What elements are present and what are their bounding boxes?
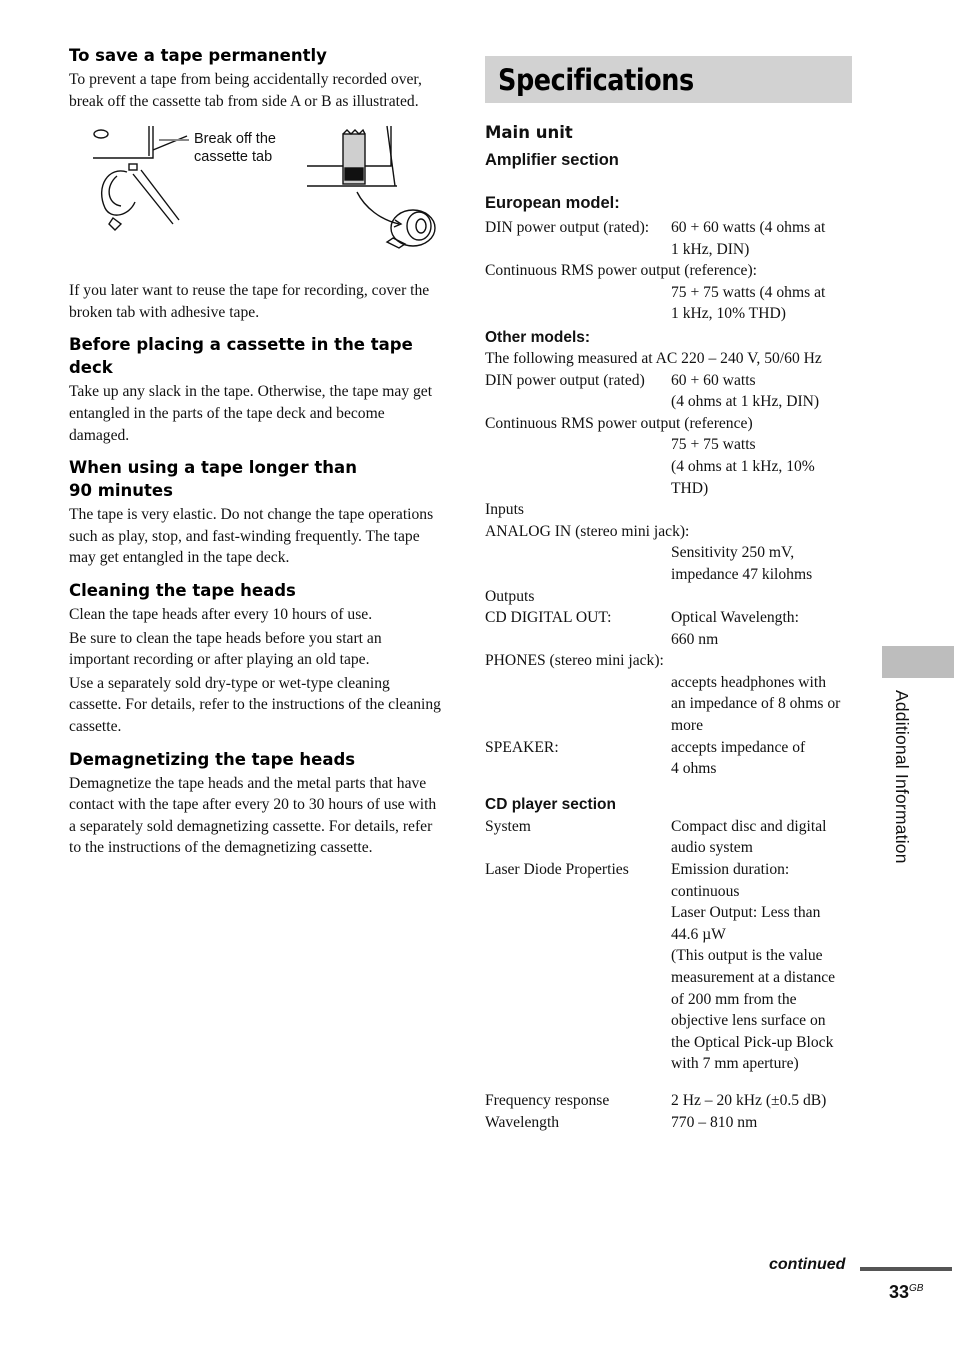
spec-key: Frequency response — [485, 1091, 610, 1109]
spec-group-label: Inputs — [485, 501, 524, 519]
spec-value: measurement at a distance — [671, 969, 836, 986]
spec-value: more — [671, 717, 704, 735]
heading-save-tape: To save a tape permanently — [69, 46, 327, 65]
heading-amplifier-section: Amplifier section — [485, 151, 619, 169]
paragraph: Demagnetize the tape heads and the metal parts that have contact with the tape after every 20 to 30 hours of use with a separately sold demagnetizing cassette. For details, refer to the instructions of the demagnetizing cassette. — [69, 774, 437, 857]
spec-key: Wavelength — [485, 1113, 560, 1131]
spec-key: ANALOG IN (stereo mini jack): — [485, 522, 690, 540]
paragraph: The tape is very elastic. Do not change the tape operations such as play, stop, and fast-winding frequently. The tape may get entangled in the tape deck. — [69, 506, 434, 567]
heading-main-unit: Main unit — [485, 123, 573, 142]
spec-value: Laser Output: Less than — [671, 904, 821, 922]
section-tab-marker — [882, 646, 954, 678]
paragraph: If you later want to reuse the tape for recording, cover the broken tab with adhesive tape. — [69, 282, 430, 321]
spec-value: Sensitivity 250 mV, — [671, 544, 795, 562]
paragraph: Be sure to clean the tape heads before you start an important recording or after playing an old tape. — [69, 629, 382, 669]
paragraph: Take up any slack in the tape. Otherwise, the tape may get entangled in the parts of the tape deck and become damaged. — [69, 383, 433, 444]
heading-line: When using a tape longer than — [69, 458, 357, 478]
spec-value: (4 ohms at 1 kHz, 10% — [671, 457, 815, 475]
spec-value: Optical Wavelength: — [671, 609, 799, 627]
spec-row — [485, 1112, 860, 1134]
spec-key: CD DIGITAL OUT: — [485, 609, 612, 627]
side-label-text: Additional Information — [892, 690, 912, 864]
page-number — [889, 1282, 923, 1303]
continued-rule — [860, 1267, 952, 1271]
spec-key: DIN power output (rated) — [485, 371, 645, 389]
paragraph: To prevent a tape from being accidentally recorded over, break off the cassette tab from side A or B as illustrated. — [69, 71, 422, 110]
caption-line: Break off the — [194, 131, 276, 148]
paragraph: Use a separately sold dry-type or wet-type cleaning cassette. For details, refer to the instructions of the cleaning cassette. — [69, 674, 441, 735]
spec-value: 60 + 60 watts — [671, 371, 756, 389]
spec-key: Laser Diode Properties — [485, 861, 629, 879]
spec-key: Continuous RMS power output (reference): — [485, 262, 757, 280]
heading-other-models: Other models: — [485, 328, 591, 346]
spec-value: 2 Hz – 20 kHz (±0.5 dB) — [671, 1091, 827, 1109]
spec-value: the Optical Pick-up Block — [671, 1033, 834, 1051]
spec-value: impedance 47 kilohms — [671, 565, 813, 583]
spec-value: 1 kHz, 10% THD) — [671, 305, 786, 323]
spec-value: (This output is the value — [671, 947, 823, 965]
spec-key: SPEAKER: — [485, 738, 559, 756]
page-title: Specifications — [498, 63, 694, 97]
spec-value: 75 + 75 watts — [671, 436, 756, 454]
spec-value: (4 ohms at 1 kHz, DIN) — [671, 393, 820, 411]
spec-value: an impedance of 8 ohms or — [671, 695, 841, 713]
paragraph: Clean the tape heads after every 10 hours of use. — [69, 605, 373, 623]
spec-group-label: Outputs — [485, 587, 535, 605]
heading-before-placing: Before placing a cassette in the tape deck — [69, 335, 413, 378]
spec-value: Emission duration: — [671, 861, 790, 879]
spec-row — [485, 217, 860, 239]
continued-label: continued — [769, 1256, 846, 1273]
spec-value: 60 + 60 watts (4 ohms at — [671, 219, 826, 236]
heading-demagnetizing: Demagnetizing the tape heads — [69, 749, 356, 769]
heading-cd-player-section: CD player section — [485, 795, 616, 813]
spec-value: 660 nm — [671, 630, 719, 648]
left-column — [69, 44, 441, 859]
spec-row — [485, 607, 860, 629]
spec-row — [485, 859, 860, 881]
figure-caption — [194, 130, 276, 166]
spec-value: 770 – 810 nm — [671, 1113, 758, 1131]
spec-row — [485, 816, 860, 838]
heading-line: 90 minutes — [69, 481, 173, 501]
right-column — [485, 56, 860, 1133]
spec-note: The following measured at AC 220 – 240 V, 50/60 Hz — [485, 349, 822, 367]
spec-key: PHONES (stereo mini jack): — [485, 652, 664, 670]
heading-european-model: European model: — [485, 194, 620, 212]
page-number-suffix: GB — [909, 1283, 924, 1294]
heading-cleaning: Cleaning the tape heads — [69, 580, 296, 600]
specifications-title-box — [485, 56, 852, 103]
heading-long-tape — [69, 456, 441, 502]
spec-key: Continuous RMS power output (reference) — [485, 414, 753, 432]
spec-row — [485, 737, 860, 759]
spec-value: Compact disc and digital — [671, 817, 827, 835]
cassette-tab-illustration — [69, 120, 441, 270]
spec-value: accepts headphones with — [671, 673, 827, 691]
page-number-value: 33 — [889, 1282, 910, 1302]
spec-value: accepts impedance of — [671, 738, 806, 756]
spec-value: THD) — [671, 479, 709, 497]
spec-value: of 200 mm from the — [671, 990, 797, 1008]
spec-value: 1 kHz, DIN) — [671, 240, 750, 258]
spec-key: DIN power output (rated): — [485, 219, 650, 236]
side-section-label — [888, 690, 918, 920]
spec-value: 4 ohms — [671, 760, 717, 778]
spec-value: objective lens surface on — [671, 1012, 826, 1030]
spec-value: continuous — [671, 882, 740, 900]
spec-row — [485, 1090, 860, 1112]
spec-value: 75 + 75 watts (4 ohms at — [671, 283, 826, 301]
spec-row — [485, 370, 860, 392]
caption-line: cassette tab — [194, 149, 273, 166]
spec-value: with 7 mm aperture) — [671, 1055, 799, 1073]
spec-key: System — [485, 817, 531, 835]
spec-value: audio system — [671, 839, 753, 857]
spec-value: 44.6 µW — [671, 925, 726, 943]
